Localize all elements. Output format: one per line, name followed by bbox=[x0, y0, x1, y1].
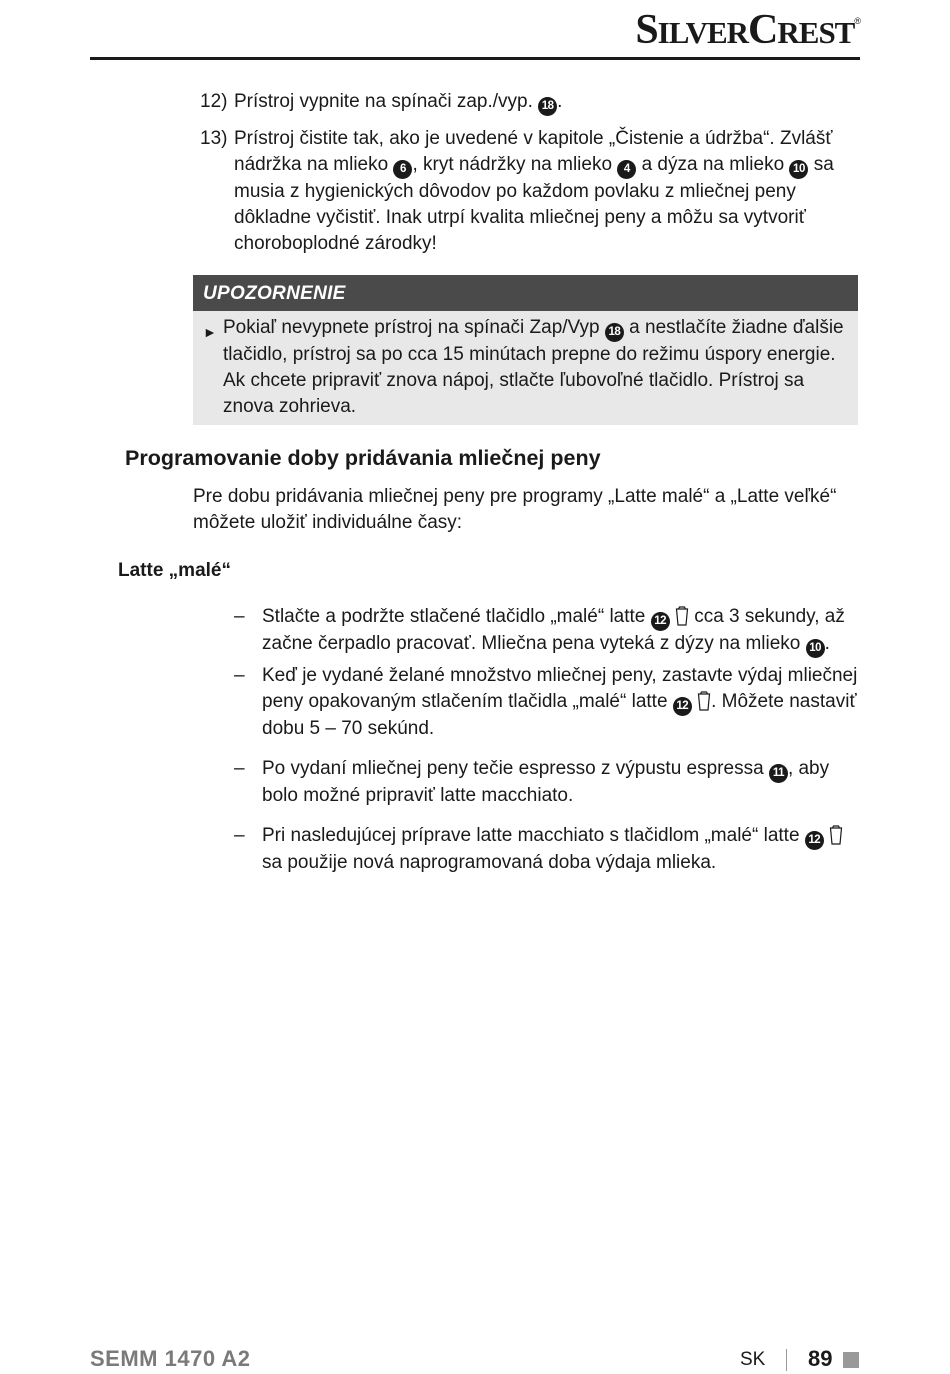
list-item-text bbox=[262, 604, 859, 658]
text-run: sa musia z hygienických dôvodov po každom povlaku z mliečnej peny dôkladne vyčistiť. Inak utrpí kvalita mliečnej peny a môžu sa vytvoriť choroboplodné zárodky! bbox=[234, 154, 834, 254]
part-number-badge: 6 bbox=[393, 160, 412, 179]
text-run: Pri nasledujúcej príprave latte macchiato s tlačidlom „malé“ latte bbox=[262, 825, 805, 846]
warning-title: UPOZORNENIE bbox=[193, 275, 858, 311]
text-run: Prístroj vypnite na spínači zap./vyp. bbox=[234, 91, 539, 112]
part-number-badge: 10 bbox=[806, 639, 825, 658]
section-intro: Pre dobu pridávania mliečnej peny pre programy „Latte malé“ a „Latte veľké“ môžete uložiť individuálne časy: bbox=[193, 486, 837, 533]
text-run: Prístroj čistite tak, ako je uvedené v kapitole „Čistenie a údržba“. Zvlášť nádržka na mlieko bbox=[234, 128, 833, 175]
step-number: 13) bbox=[200, 128, 228, 149]
step-number: 12) bbox=[200, 91, 228, 112]
warning-body bbox=[193, 311, 858, 420]
text-run: a nestlačíte žiadne ďalšie tlačidlo, prístroj sa po cca 15 minútach prepne do režimu úspory energie. Ak chcete pripraviť znova nápoj, stlačte ľubovoľné tlačidlo. Prístroj sa znova zohrieva. bbox=[223, 317, 844, 417]
step-13 bbox=[200, 126, 860, 257]
list-dash: – bbox=[234, 825, 245, 846]
part-number-badge: 12 bbox=[673, 697, 692, 716]
text-run: Stlačte a podržte stlačené tlačidlo „malé“ latte bbox=[262, 606, 651, 627]
part-number-badge: 12 bbox=[651, 612, 670, 631]
subheading: Latte „malé“ bbox=[118, 560, 231, 581]
text-run: Keď je vydané želané množstvo mliečnej peny, zastavte výdaj mliečnej peny opakovaným stlačením tlačidla „malé“ latte bbox=[262, 665, 858, 712]
text-run: cca 3 sekundy, až začne čerpadlo pracovať. Mliečna pena vyteká z dýzy na mlieko bbox=[262, 606, 845, 654]
section-heading: Programovanie doby pridávania mliečnej peny bbox=[125, 446, 601, 470]
step-12 bbox=[200, 89, 860, 116]
text-run: a dýza na mlieko bbox=[636, 154, 790, 175]
list-dash: – bbox=[234, 606, 245, 627]
list-dash: – bbox=[234, 758, 245, 779]
list-item bbox=[234, 663, 859, 742]
page-marker-square bbox=[843, 1352, 859, 1368]
language-code: SK bbox=[740, 1349, 766, 1370]
text-run: , kryt nádržky na mlieko bbox=[412, 154, 618, 175]
model-number: SEMM 1470 A2 bbox=[90, 1346, 251, 1371]
list-item-text bbox=[262, 756, 859, 809]
part-number-badge: 10 bbox=[789, 160, 808, 179]
text-run: Po vydaní mliečnej peny tečie espresso z výpustu espressa bbox=[262, 758, 769, 779]
text-run: Pokiaľ nevypnete prístroj na spínači Zap/Vyp bbox=[223, 317, 605, 338]
list-item bbox=[234, 604, 859, 658]
small-cup-icon bbox=[697, 691, 711, 711]
list-dash: – bbox=[234, 665, 245, 686]
list-item-text bbox=[262, 823, 859, 876]
step-text bbox=[234, 89, 860, 116]
footer-divider bbox=[786, 1349, 787, 1371]
part-number-badge: 4 bbox=[617, 160, 636, 179]
page-number: 89 bbox=[808, 1346, 833, 1371]
part-number-badge: 12 bbox=[805, 831, 824, 850]
warning-box bbox=[193, 275, 858, 425]
part-number-badge: 18 bbox=[538, 97, 557, 116]
part-number-badge: 11 bbox=[769, 764, 788, 783]
text-run: . Môžete nastaviť dobu 5 – 70 sekúnd. bbox=[262, 691, 857, 739]
step-text bbox=[234, 126, 860, 257]
part-number-badge: 18 bbox=[605, 323, 624, 342]
warning-text bbox=[223, 315, 850, 420]
small-cup-icon bbox=[675, 606, 689, 626]
list-item bbox=[234, 823, 859, 876]
list-item bbox=[234, 756, 859, 809]
text-run: sa použije nová naprogramovaná doba výdaja mlieka. bbox=[262, 852, 717, 873]
text-run: . bbox=[824, 633, 830, 654]
silvercrest-logo: SILVERCREST® bbox=[635, 7, 860, 53]
bullet-arrow-icon: ► bbox=[203, 324, 217, 340]
small-cup-icon bbox=[829, 825, 843, 845]
header-rule bbox=[90, 57, 860, 60]
text-run: , aby bolo možné pripraviť latte macchiato. bbox=[262, 758, 830, 806]
text-run: . bbox=[557, 91, 563, 112]
list-item-text bbox=[262, 663, 859, 742]
